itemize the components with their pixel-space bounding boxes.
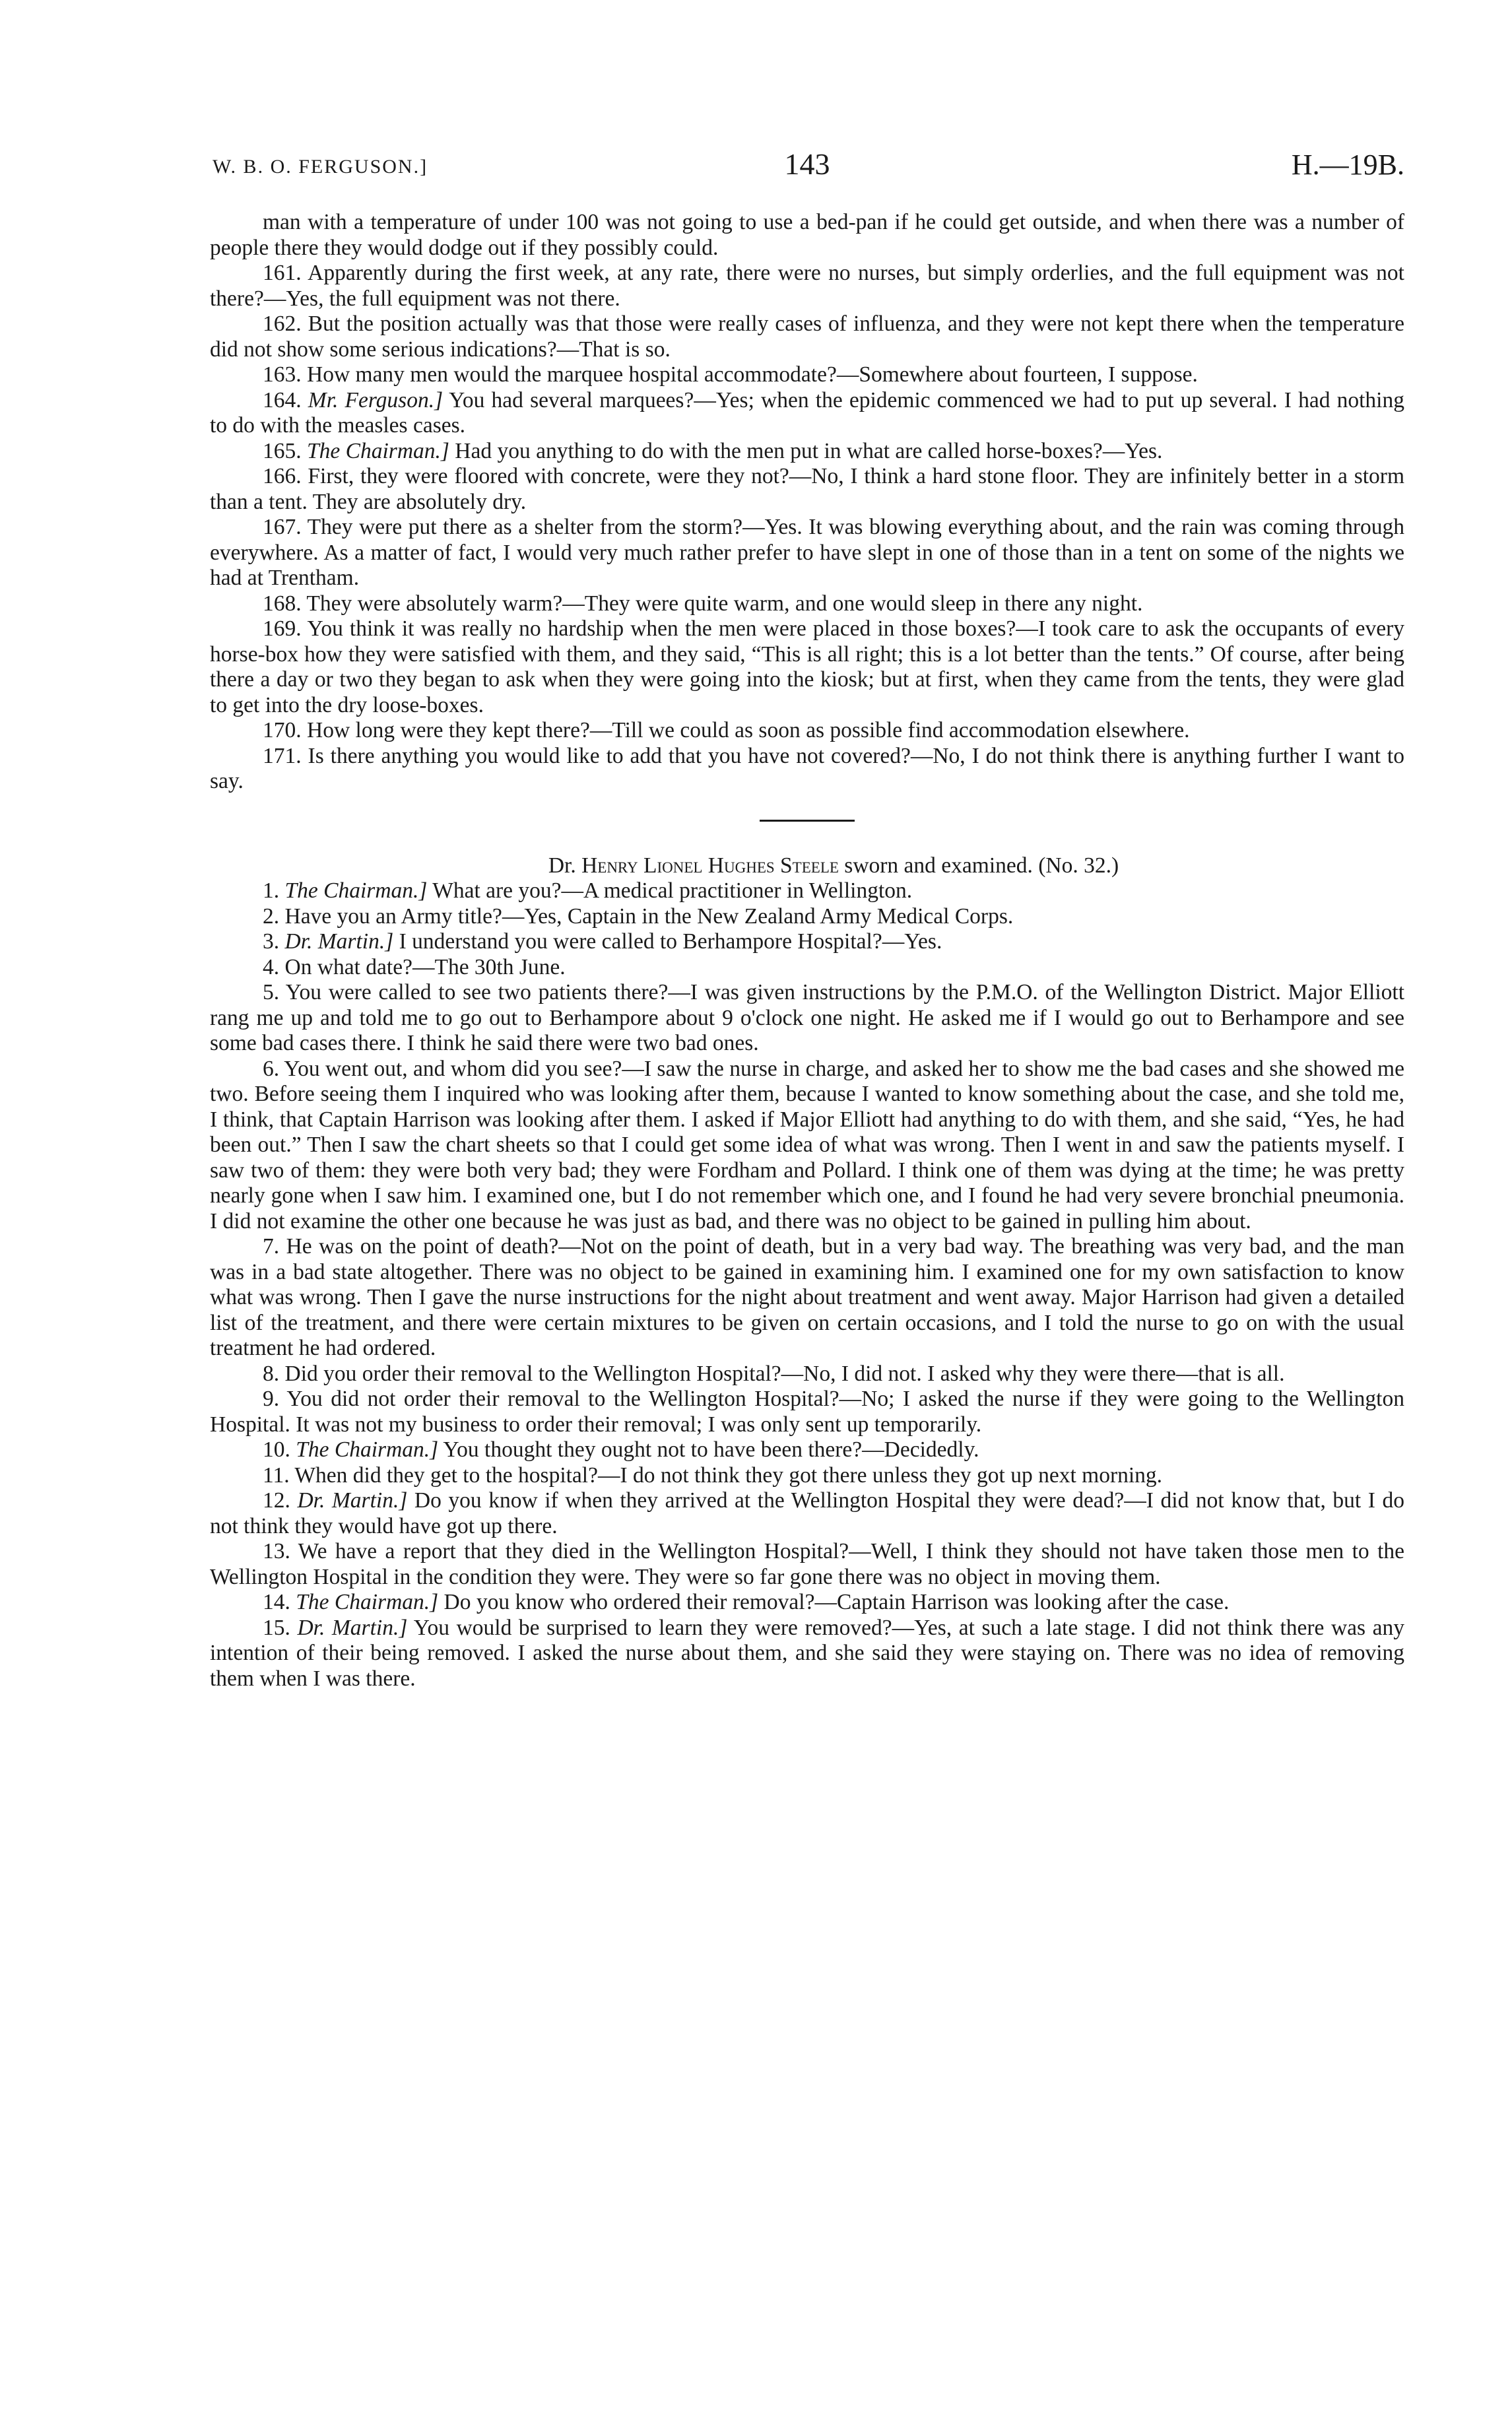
paragraph: 5. You were called to see two patients there?—I was given instructions by the P.M.O. of the Wellington District. Major Elliott rang me up and told me to go out to Berhampore about 9 o'clock one night. He asked me if I would go out to Berhampore and see some bad cases there. I think he said there were two bad ones. <box>210 980 1404 1055</box>
speaker: Dr. Martin.] <box>297 1488 408 1513</box>
speaker: The Chairman.] <box>296 1590 439 1614</box>
paragraph: 15. Dr. Martin.] You would be surprised to learn they were removed?—Yes, at such a late stage. I did not think there was any intention of their being removed. I asked the nurse about them, and she said they were staying on. There was no idea of removing them when I was there. <box>210 1615 1404 1691</box>
speaker: Dr. Martin.] <box>297 1615 408 1640</box>
paragraph: 164. Mr. Ferguson.] You had several marquees?—Yes; when the epidemic commenced we had to put up several. I had nothing to do with the measles cases. <box>210 387 1404 438</box>
paragraph: 8. Did you order their removal to the Wellington Hospital?—No, I did not. I asked why they were there—that is all. <box>263 1361 1285 1386</box>
paragraph: 171. Is there anything you would like to add that you have not covered?—No, I do not think there is anything further I want to say. <box>210 743 1404 793</box>
paragraph: 14. The Chairman.] Do you know who ordered their removal?—Captain Harrison was looking after the case. <box>263 1590 1230 1614</box>
paragraph: 169. You think it was really no hardship when the men were placed in those boxes?—I took care to ask the occupants of every horse-box how they were satisfied with them, and they said, “This is all right; this is a lot better than the tents.” Of course, after being there a day or two they began to ask when they were going into the kiosk; but at first, when they came from the tents, they were glad to get into the dry loose-boxes. <box>210 616 1404 717</box>
witness-running-head: W. B. O. FERGUSON.] <box>213 156 428 178</box>
section-divider <box>760 820 855 822</box>
paragraph: 10. The Chairman.] You thought they ought not to have been there?—Decidedly. <box>263 1437 979 1462</box>
paragraph: 163. How many men would the marquee hospital accommodate?—Somewhere about fourteen, I suppose. <box>263 362 1198 387</box>
paragraph: 162. But the position actually was that those were really cases of influenza, and they were not kept there when the temperature did not show some serious indications?—That is so. <box>210 312 1404 362</box>
paragraph: 6. You went out, and whom did you see?—I saw the nurse in charge, and asked her to show me the bad cases and she showed me two. Before seeing them I inquired who was looking after them, because I wanted to know something about the case, and she told me, I think, that Captain Harrison was looking after them. I asked if Major Elliott had anything to do with them, and she said, “Yes, he had been out.” Then I saw the chart sheets so that I could get some idea of what was wrong. Then I went in and saw the patients myself. I saw two of them: they were both very bad; they were Fordham and Pollard. I think one of them was dying at the time; he was pretty nearly gone when I saw him. I examined one, but I do not remember which one, and I found he had very severe bronchial pneumonia. I did not examine the other one because he was just as bad, and there was no object to be gained in pulling him about. <box>210 1056 1404 1233</box>
page-number: 143 <box>784 147 830 181</box>
paragraph: 3. Dr. Martin.] I understand you were called to Berhampore Hospital?—Yes. <box>263 929 942 954</box>
page-header <box>210 147 1404 186</box>
evidence-section-steele <box>210 878 1404 1692</box>
paragraph: 9. You did not order their removal to the Wellington Hospital?—No; I asked the nurse if they were going to the Wellington Hospital. It was not my business to order their removal; I was only sent up temporarily. <box>210 1387 1404 1437</box>
paragraph: 4. On what date?—The 30th June. <box>263 954 566 979</box>
paper-reference: H.—19B. <box>1291 148 1404 181</box>
paragraph: 161. Apparently during the first week, at any rate, there were no nurses, but simply orderlies, and the full equipment was not there?—Yes, the full equipment was not there. <box>210 261 1404 311</box>
speaker: The Chairman.] <box>284 878 428 903</box>
speaker: The Chairman.] <box>296 1437 439 1462</box>
paragraph: 2. Have you an Army title?—Yes, Captain in the New Zealand Army Medical Corps. <box>263 904 1014 929</box>
paragraph: 170. How long were they kept there?—Till we could as soon as possible find accommodation elsewhere. <box>263 718 1190 742</box>
paragraph: 1. The Chairman.] What are you?—A medical practitioner in Wellington. <box>263 878 913 903</box>
speaker: Mr. Ferguson.] <box>308 387 444 412</box>
witness-heading: Dr. Henry Lionel Hughes Steele sworn and examined. (No. 32.) <box>548 853 1119 878</box>
paragraph: man with a temperature of under 100 was not going to use a bed-pan if he could get outside, and when there was a number of people there they would dodge out if they possibly could. <box>210 210 1404 260</box>
paragraph: 167. They were put there as a shelter from the storm?—Yes. It was blowing everything about, and the rain was coming through everywhere. As a matter of fact, I would very much rather prefer to have slept in one of those than in a tent on some of the nights we had at Trentham. <box>210 515 1404 590</box>
paragraph: 7. He was on the point of death?—Not on the point of death, but in a very bad way. The breathing was very bad, and the man was in a bad state altogether. There was no object to be gained in examining him. I examined one for my own satisfaction to know what was wrong. Then I gave the nurse instructions for the night about treatment and went away. Major Harrison had given a detailed list of the treatment, and there were certain mixtures to be given on certain occasions, and I told the nurse to go on with the usual treatment he had ordered. <box>210 1234 1404 1360</box>
paragraph: 166. First, they were floored with concrete, were they not?—No, I think a hard stone floor. They are infinitely better in a storm than a tent. They are absolutely dry. <box>210 464 1404 514</box>
paragraph: 13. We have a report that they died in the Wellington Hospital?—Well, I think they should not have taken those men to the Wellington Hospital in the condition they were. They were so far gone there was no object in moving them. <box>210 1539 1404 1589</box>
witness-name: Henry Lionel Hughes Steele <box>581 853 839 878</box>
speaker: The Chairman.] <box>307 438 449 463</box>
evidence-section-ferguson <box>210 210 1404 795</box>
paragraph: 12. Dr. Martin.] Do you know if when they arrived at the Wellington Hospital they were dead?—I did not know that, but I do not think they would have got up there. <box>210 1488 1404 1538</box>
paragraph: 168. They were absolutely warm?—They were quite warm, and one would sleep in there any night. <box>263 591 1143 616</box>
paragraph: 165. The Chairman.] Had you anything to do with the men put in what are called horse-boxes?—Yes. <box>263 438 1163 463</box>
speaker: Dr. Martin.] <box>284 929 394 954</box>
paragraph: 11. When did they get to the hospital?—I do not think they got there unless they got up next morning. <box>263 1462 1163 1488</box>
document-body <box>210 210 1404 1692</box>
